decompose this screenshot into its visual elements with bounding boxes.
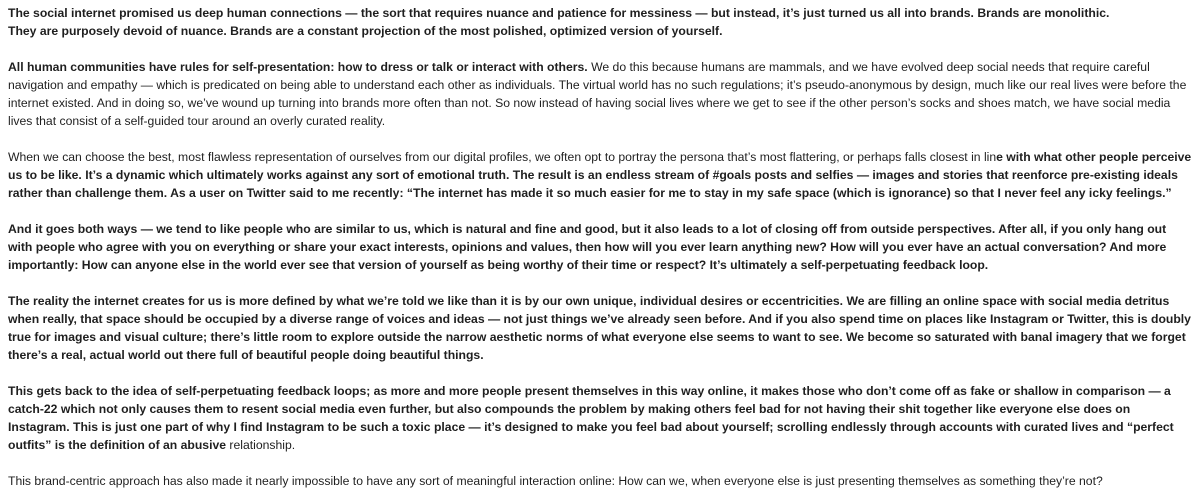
- paragraph-6-bold-text: This gets back to the idea of self-perpetuating feedback loops; as more and more people present themselves in this way online, it makes those who don’t come off as fake or shallow in comparison — a catch-22 which not only causes them to resent social media even further, but also compounds the problem by making others feel bad for not having their shit together like everyone else does on Instagram. This is just one part of why I find Instagram to be such a toxic place — it’s designed to make you feel bad about yourself; scrolling endlessly through accounts with curated lives and “perfect outfits” is the definition of an abusive: [8, 384, 1174, 452]
- paragraph-4-bold-text: And it goes both ways — we tend to like people who are similar to us, which is natural and fine and good, but it also leads to a lot of closing off from outside perspectives. After all, if you only hang out with people who agree with you on everything or share your exact interests, opinions and values, then how will you ever learn anything new? How will you ever have an actual conversation? And more importantly: How can anyone else in the world ever see that version of yourself as being worthy of their time or respect? It’s ultimately a self-perpetuating feedback loop.: [8, 222, 1167, 272]
- paragraph-3: [8, 148, 1192, 202]
- paragraph-6-regular-text: relationship.: [226, 438, 296, 452]
- paragraph-3-bold-text: e with what other people perceive us to be like. It’s a dynamic which ultimately works against any sort of emotional truth. The result is an endless stream of #goals posts and selfies — images and stories that reenforce pre-existing ideals rather than challenge them. As a user on Twitter said to me recently: “The internet has made it so much easier for me to stay in my safe space (which is ignorance) so that I never feel any icky feelings.”: [8, 150, 1192, 200]
- paragraph-4: [8, 220, 1192, 274]
- paragraph-1-line-1: The social internet promised us deep human connections — the sort that requires nuance and patience for messiness — but instead, it’s just turned us all into brands. Brands are monolithic.: [8, 6, 1110, 20]
- paragraph-7: [8, 472, 1192, 490]
- paragraph-5: [8, 292, 1192, 364]
- paragraph-1-line-2: They are purposely devoid of nuance. Brands are a constant projection of the most polished, optimized version of yourself.: [8, 24, 723, 38]
- paragraph-2-regular-text: We do this because humans are mammals, and we have evolved deep social needs that require careful navigation and empathy — which is predicated on being able to understand each other as individuals. The virtual world has no such regulations; it’s pseudo-anonymous by design, much like our real lives were before the internet existed. And in doing so, we’ve wound up turning into brands more often than not. So now instead of having social lives where we get to see if the other person’s socks and shoes match, we have social media lives that consist of a self-guided tour around an overly curated reality.: [8, 60, 1187, 128]
- paragraph-1: [8, 4, 1192, 40]
- paragraph-3-regular-text: When we can choose the best, most flawless representation of ourselves from our digital profiles, we often opt to portray the persona that’s most flattering, or perhaps falls closest in lin: [8, 150, 997, 164]
- paragraph-5-bold-text: The reality the internet creates for us is more defined by what we’re told we like than it is by our own unique, individual desires or eccentricities. We are filling an online space with social media detritus when really, that space should be occupied by a diverse range of voices and ideas — not just things we’ve already seen before. And if you also spend time on places like Instagram or Twitter, this is doubly true for images and visual culture; there’s little room to explore outside the narrow aesthetic norms of what everyone else seems to want to see. We become so saturated with banal imagery that we forget there’s a real, actual world out there full of beautiful people doing beautiful things.: [8, 294, 1191, 362]
- paragraph-2: [8, 58, 1192, 130]
- paragraph-2-bold-text: All human communities have rules for self-presentation: how to dress or talk or interact with others.: [8, 60, 588, 74]
- paragraph-7-regular-text: This brand-centric approach has also made it nearly impossible to have any sort of meaningful interaction online: How can we, when everyone else is just presenting themselves as something they’re not?: [8, 474, 1103, 488]
- paragraph-6: [8, 382, 1192, 454]
